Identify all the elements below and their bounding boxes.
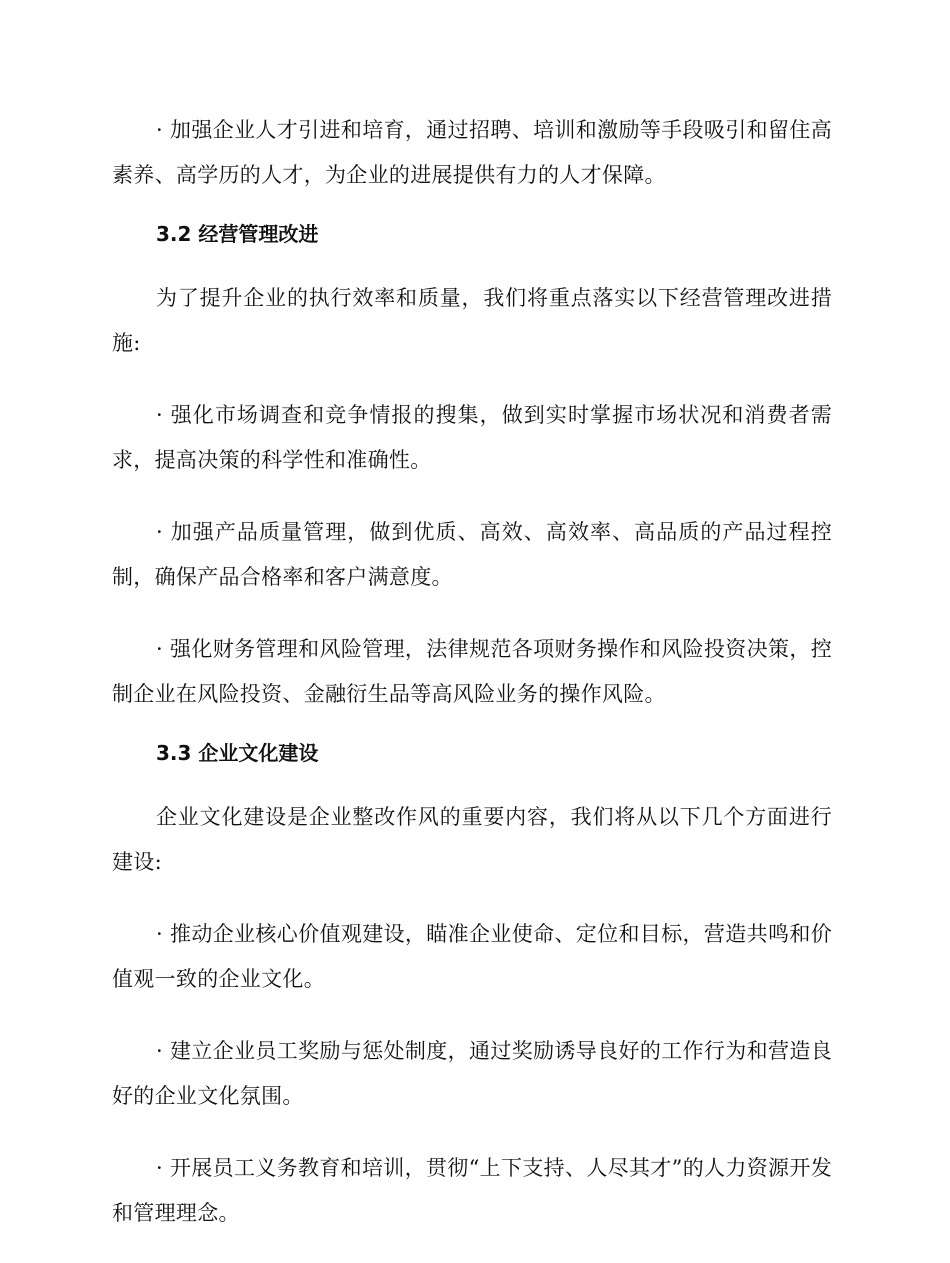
paragraph-market-research: · 强化市场调查和竞争情报的搜集，做到实时掌握市场状况和消费者需求，提高决策的科学性和准确性。 [112,403,832,472]
document-page [112,108,832,1263]
paragraph-culture-intro: 企业文化建设是企业整改作风的重要内容，我们将从以下几个方面进行建设: [112,805,832,874]
paragraph-quality-management: · 加强产品质量管理，做到优质、高效、高效率、高品质的产品过程控制，确保产品合格率和客户满意度。 [112,520,832,589]
paragraph-talent: · 加强企业人才引进和培育，通过招聘、培训和激励等手段吸引和留住高素养、高学历的人才，为企业的进展提供有力的人才保障。 [112,118,832,187]
section-heading-3-3: 3.3 企业文化建设 [156,741,319,765]
section-heading-3-2: 3.2 经营管理改进 [156,222,319,246]
paragraph-reward-system: · 建立企业员工奖励与惩处制度，通过奖励诱导良好的工作行为和营造良好的企业文化氛围。 [112,1039,832,1108]
paragraph-financial-risk: · 强化财务管理和风险管理，法律规范各项财务操作和风险投资决策，控制企业在风险投资、金融衍生品等高风险业务的操作风险。 [112,637,832,706]
paragraph-management-intro: 为了提升企业的执行效率和质量，我们将重点落实以下经营管理改进措施: [112,286,832,355]
paragraph-core-values: · 推动企业核心价值观建设，瞄准企业使命、定位和目标，营造共鸣和价值观一致的企业文化。 [112,922,832,991]
paragraph-training: · 开展员工义务教育和培训，贯彻“上下支持、人尽其才”的人力资源开发和管理理念。 [112,1156,832,1225]
